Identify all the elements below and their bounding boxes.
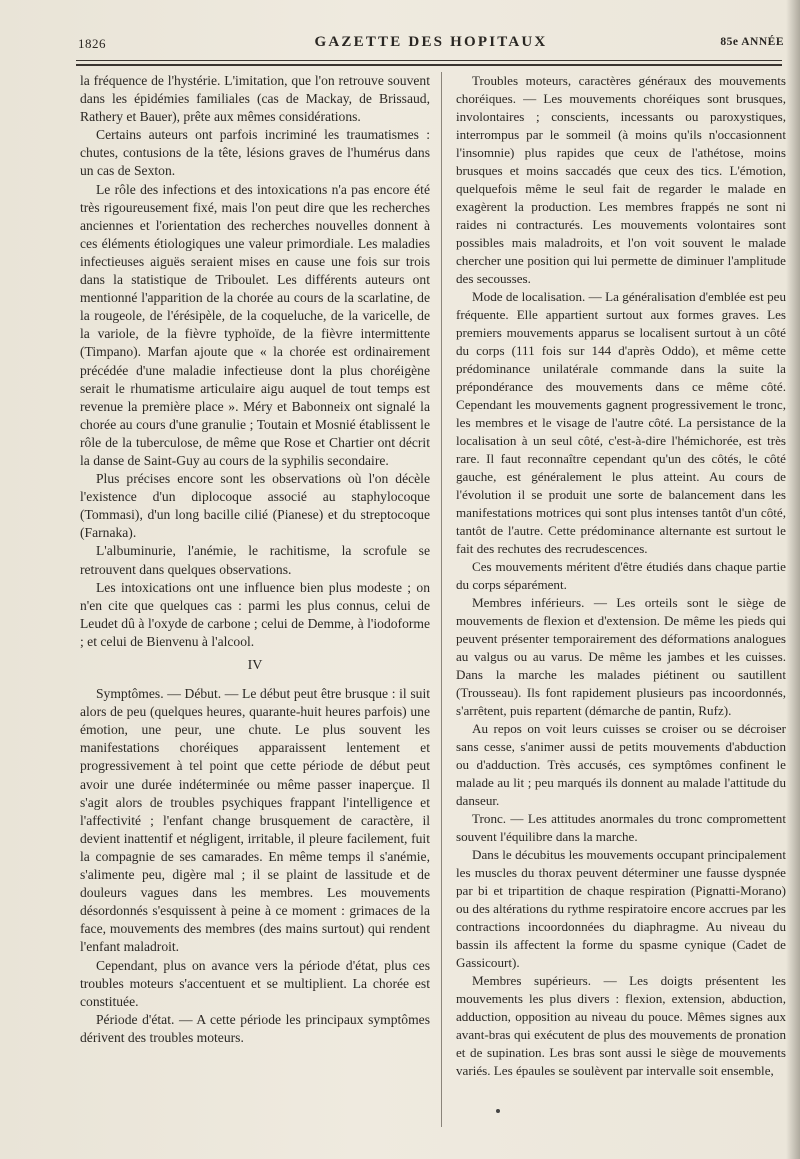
paragraph: Troubles moteurs, caractères généraux des mouvements choréiques. — Les mouvements choréiques sont brusques, involontaires ; conscients, incessants ou paroxystiques, interrompus par le sommeil (à moins qu'ils n'occasionnent l'insomnie) plus rapides que ceux de l'athétose, moins brusques et moins saccadés que ceux des tics. L'émotion, quelquefois même le seul fait de regarder le malade en exagèrent la production. Les membres frappés ne sont ni raides ni contracturés. Les mouvements volontaires sont possibles mais maladroits, et l'on voit souvent le malade chercher une position qui lui permette de diminuer l'amplitude des secousses. xyxy=(456,73,786,286)
paragraph: Période d'état. — A cette période les principaux symptômes dérivent des troubles moteurs. xyxy=(80,1011,430,1045)
paragraph: L'albuminurie, l'anémie, le rachitisme, la scrofule se retrouvent dans quelques observations. xyxy=(80,543,430,577)
paragraph: Ces mouvements méritent d'être étudiés dans chaque partie du corps séparément. xyxy=(456,559,786,592)
section-number: IV xyxy=(247,658,263,673)
header-rule-thick xyxy=(76,64,782,66)
paragraph: Plus précises encore sont les observations où l'on décèle l'existence d'un diplocoque associé au staphylocoque (Tommasi), d'un long bacille cilié (Pianese) et du streptocoque (Farnaka). xyxy=(80,471,430,541)
left-column xyxy=(80,72,430,1047)
paragraph: Tronc. — Les attitudes anormales du tronc compromettent souvent l'équilibre dans la marche. xyxy=(456,811,786,844)
paragraph: Membres inférieurs. — Les orteils sont le siège de mouvements de flexion et d'extension. De même les pieds qui peuvent présenter temporairement des déformations analogues au valgus ou au varus. De même les jambes et les cuisses. Dans la marche les malades piétinent ou sautillent (Trousseau). Ils font rapidement plusieurs pas incoordonnés, s'arrêtent, puis repartent (démarche de pantin, Rufz). xyxy=(456,595,786,718)
paragraph: Certains auteurs ont parfois incriminé les traumatismes : chutes, contusions de la tête, lésions graves de l'humérus dans un cas de Sexton. xyxy=(80,127,430,179)
paragraph: la fréquence de l'hystérie. L'imitation, que l'on retrouve souvent dans les épidémies familiales (cas de Mackay, de Brissaud, Rathery et Bauer), prête aux mêmes considérations. xyxy=(80,73,430,125)
ink-dot xyxy=(496,1109,500,1113)
page-header xyxy=(72,32,790,54)
paragraph: Dans le décubitus les mouvements occupant principalement les muscles du thorax peuvent déterminer une fausse dyspnée par bi et tripartition de chaque respiration (Pignatti-Morano) ou des altérations du rythme respiratoire encore accrues par les contractions incoordonnées du diaphragme. Au niveau du bassin ils affectent la forme du spasme cynique (Cadet de Gassicourt). xyxy=(456,847,786,970)
header-rule xyxy=(76,60,782,61)
journal-year: 85e ANNÉE xyxy=(720,36,784,48)
paragraph: Mode de localisation. — La généralisation d'emblée est peu fréquente. Elle appartient surtout aux formes graves. Les premiers mouvements apparus se localisent surtout à un côté du corps (111 fois sur 144 d'après Oddo), et même cette prédominance unilatérale commande dans la suite la prépondérance des mouvements dans ce même côté. Cependant les mouvements gagnent progressivement le tronc, les membres et le visage de l'autre côté. La persistance de la localisation à un seul côté, c'est-à-dire l'hémichorée, est très rare. Il faut reconnaître cependant qu'un des côtés, le côté gauche, est généralement le plus atteint. Au cours de l'évolution il se produit une sorte de balancement dans les manifestations motrices qui sont plus intenses tantôt d'un côté, tantôt de l'autre. Cette prédominance alternante est surtout le fait des rechutes des recrudescences. xyxy=(456,289,786,556)
paragraph: Cependant, plus on avance vers la période d'état, plus ces troubles moteurs s'accentuent et se multiplient. La chorée est constituée. xyxy=(80,957,430,1009)
page-number: 1826 xyxy=(78,36,106,51)
paragraph: Les intoxications ont une influence bien plus modeste ; on n'en cite que quelques cas : parmi les plus connus, celui de Leudet dû à l'oxyde de carbone ; celui de Demme, à l'iodoforme ; et celui de Bienvenu à l'alcool. xyxy=(80,579,430,649)
right-column xyxy=(456,72,786,1080)
column-divider xyxy=(441,72,442,1127)
paragraph: Le rôle des infections et des intoxications n'a pas encore été très rigoureusement fixé, mais l'on peut dire que les recherches anciennes et l'orientation des recherches nouvelles donnent à ces éléments étiologiques une valeur primordiale. Les maladies infectieuses aiguës seraient mises en cause une fois sur trois dans la statistique de Triboulet. Les différents auteurs ont mentionné l'apparition de la chorée au cours de la scarlatine, de la rougeole, de l'érésipèle, de la coqueluche, de la varicelle, de la variole, de la fièvre typhoïde, de la fièvre intermittente (Timpano). Marfan ajoute que « la chorée est ordinairement précédée d'une maladie infectieuse dont la plus choréigène serait le rhumatisme articulaire aigu auquel de tout temps est revenue la première place ». Méry et Babonneix ont signalé la chorée au cours d'une granulie ; Toutain et Mosnié établissent le rôle de la tuberculose, de même que Rose et Chartier ont décrit la danse de Saint-Guy au cours de la syphilis secondaire. xyxy=(80,181,430,468)
paragraph: Au repos on voit leurs cuisses se croiser ou se décroiser sans cesse, s'animer aussi de petits mouvements d'abduction ou d'adduction. Très accusés, ces symptômes confinent le malade au lit ; peu marqués ils donnent au malade l'attitude du danseur. xyxy=(456,721,786,808)
paragraph: Symptômes. — Début. — Le début peut être brusque : il suit alors de peu (quelques heures, quarante-huit heures parfois) une émotion, une peur, une chute. Le plus souvent les manifestations choréiques apparaissent lentement et progressivement à tel point que cette période de début peut avoir une durée indéterminée ou même passer inaperçue. Il s'agit alors de troubles psychiques frappant l'intelligence et l'affectivité ; l'enfant change brusquement de caractère, il devient inattentif et négligent, irritable, il pleure facilement, fuit la compagnie de ses camarades. En même temps il s'anémie, s'alimente peu, digère mal ; il se plaint de lassitude et de douleurs vagues dans les membres. Les mouvements désordonnés s'esquissent à peine à ce moment : grimaces de la face, mouvements des membres (des mains surtout) qui rendent l'enfant maladroit. xyxy=(80,686,430,955)
page-spine-shadow xyxy=(786,0,800,1159)
journal-title: GAZETTE DES HOPITAUX xyxy=(314,34,548,50)
paragraph: Membres supérieurs. — Les doigts présentent les mouvements les plus divers : flexion, extension, abduction, adduction, opposition au niveau du pouce. Mêmes signes aux avant-bras qui exécutent de plus des mouvements de pronation et de supination. Les bras sont aussi le siège de mouvements variés. Les épaules se soulèvent par intervalle soit ensemble, xyxy=(456,973,786,1078)
